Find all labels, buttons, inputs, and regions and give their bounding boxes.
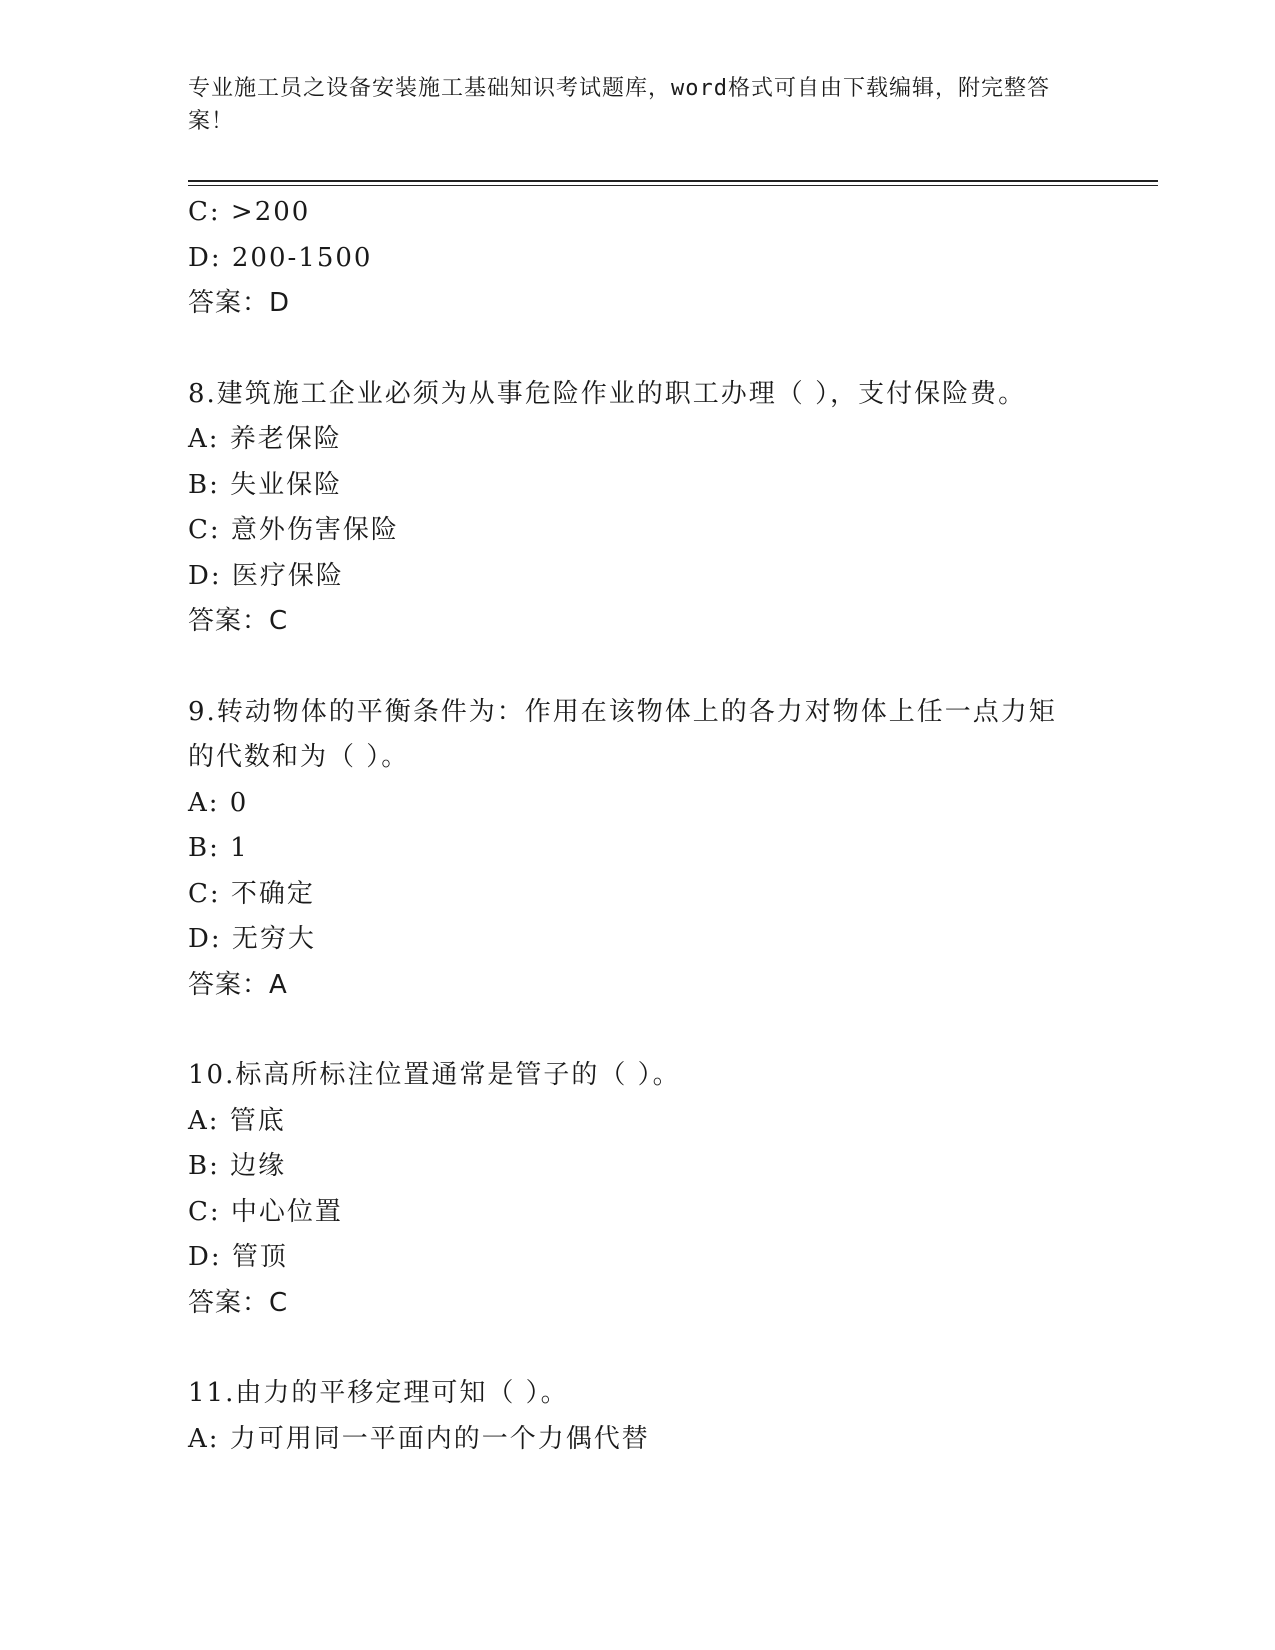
question-11 [188, 1371, 1088, 1462]
question-9 [188, 690, 1088, 1009]
header-divider-thick [188, 180, 1158, 182]
header-title: 专业施工员之设备安装施工基础知识考试题库，word格式可自由下载编辑，附完整答案！ [188, 76, 1050, 134]
question-10 [188, 1053, 1088, 1326]
question-stem: 10.标高所标注位置通常是管子的（ ）。 [188, 1060, 681, 1090]
option-c: C: 不确定 [188, 878, 315, 909]
question-stem: 9.转动物体的平衡条件为：作用在该物体上的各力对物体上任一点力矩的代数和为（ ）。 [188, 696, 1057, 772]
answer-line: 答案：D [188, 288, 291, 318]
option-b: B: 1 [188, 833, 249, 863]
option-c: C: >200 [188, 197, 311, 227]
question-continuation [188, 190, 1088, 327]
question-list [188, 190, 1088, 1462]
question-8 [188, 372, 1088, 645]
option-a: A: 管底 [188, 1105, 286, 1136]
option-b: B: 边缘 [188, 1151, 287, 1181]
question-stem: 11.由力的平移定理可知（ ）。 [188, 1378, 569, 1408]
option-d: D: 200-1500 [188, 242, 373, 273]
option-a: A: 0 [188, 787, 249, 818]
header-divider-thin [188, 185, 1158, 186]
document-header [188, 72, 1078, 138]
option-b: B: 失业保险 [188, 469, 343, 500]
answer-line: 答案：C [188, 1287, 289, 1318]
option-d: D: 管顶 [188, 1242, 288, 1272]
answer-line: 答案：A [188, 969, 288, 1000]
answer-line: 答案：C [188, 606, 289, 636]
question-stem: 8.建筑施工企业必须为从事危险作业的职工办理（ ），支付保险费。 [188, 378, 1027, 409]
option-d: D: 无穷大 [188, 924, 316, 954]
option-c: C: 意外伤害保险 [188, 515, 399, 545]
option-a: A: 养老保险 [188, 424, 342, 454]
option-c: C: 中心位置 [188, 1196, 343, 1227]
option-a: A: 力可用同一平面内的一个力偶代替 [188, 1423, 650, 1454]
option-d: D: 医疗保险 [188, 560, 344, 591]
